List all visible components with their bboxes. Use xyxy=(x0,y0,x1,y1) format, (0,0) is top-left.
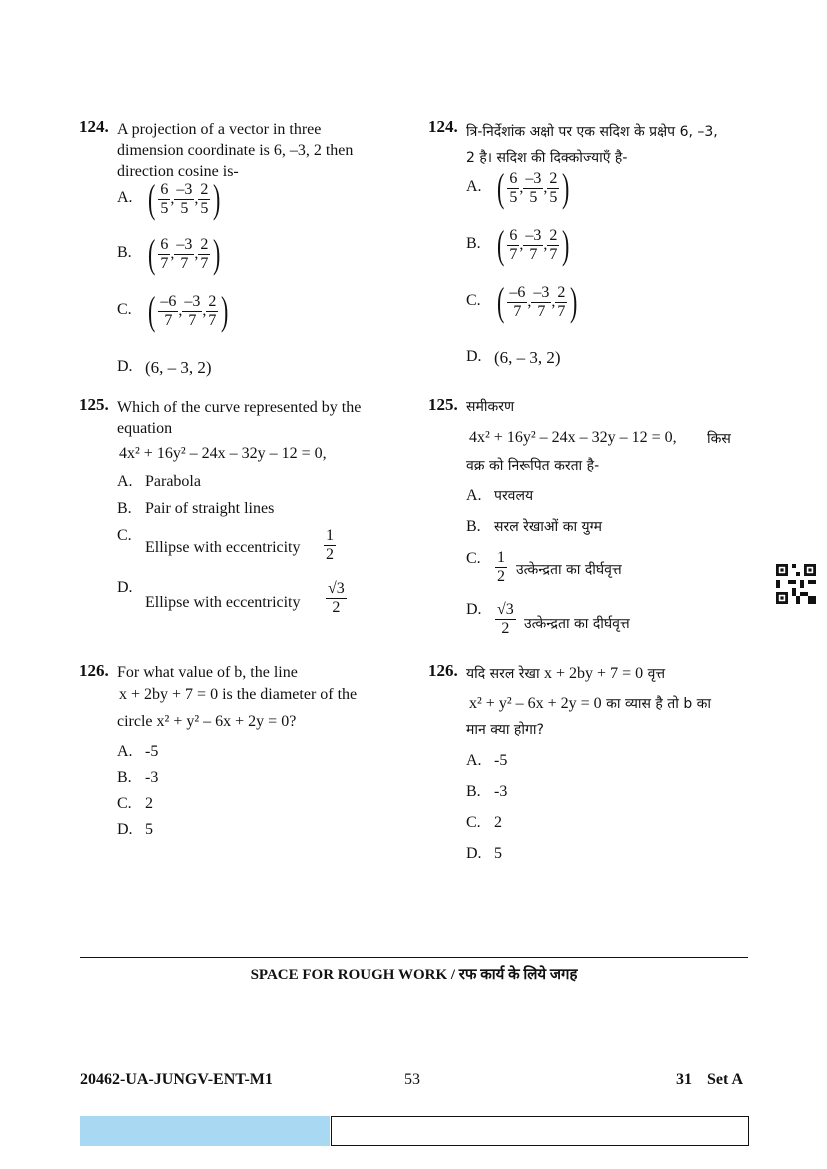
question-number: 126. xyxy=(79,661,109,680)
question-line: त्रि-निर्देशांक अक्षो पर एक सदिश के प्रक्षेप 6, –3, xyxy=(466,124,718,140)
fraction: $\frac{2}{7}$ xyxy=(200,235,209,272)
option-label: B. xyxy=(466,518,481,535)
page-number: 53 xyxy=(404,1071,420,1088)
option-label: C. xyxy=(466,292,481,309)
equation: x + 2by + 7 = 0 xyxy=(119,686,219,703)
fraction: $\frac{2}{7}$ xyxy=(557,283,566,320)
option-label: A. xyxy=(117,473,133,490)
footer-empty-box xyxy=(331,1116,749,1146)
option-value: ( $\frac{6}{5}$ , $\frac{-3}{5}$ , $\frac{2}{5}$ ) xyxy=(496,165,570,210)
fraction: $\frac{-6}{7}$ xyxy=(160,292,177,329)
option-text: -3 xyxy=(145,769,159,786)
question-number: 125. xyxy=(428,395,458,414)
option-label: B. xyxy=(117,244,132,261)
option-label: A. xyxy=(117,189,133,206)
option-label: B. xyxy=(466,235,481,252)
option-label: C. xyxy=(466,814,481,831)
option-text: -3 xyxy=(494,783,508,800)
qr-code-icon xyxy=(776,564,816,604)
option-text: Parabola xyxy=(145,473,201,490)
option-label: D. xyxy=(466,601,482,618)
equation: x² + y² – 6x + 2y = 0 xyxy=(469,695,602,712)
question-text xyxy=(469,693,711,714)
fraction: $\frac{-3}{7}$ xyxy=(525,226,542,263)
option-text: 5 xyxy=(494,845,502,862)
option-value: (6, – 3, 2) xyxy=(145,358,212,377)
option-label: B. xyxy=(117,769,132,786)
question-line: यदि सरल रेखा xyxy=(466,666,540,682)
option-text: 2 xyxy=(145,795,153,812)
option-text: उत्केन्द्रता का दीर्घवृत्त xyxy=(524,616,630,632)
fraction: $\frac{2}{7}$ xyxy=(549,226,558,263)
question-line: direction cosine is- xyxy=(117,163,239,180)
question-line: का व्यास है तो b का xyxy=(606,696,712,712)
fraction: $\frac{-3}{7}$ xyxy=(176,235,193,272)
question-text xyxy=(117,397,361,439)
option-label: C. xyxy=(117,795,132,812)
fraction: $\frac{1}{2}$ xyxy=(326,527,334,563)
question-line: equation xyxy=(117,420,173,437)
option-text: Ellipse with eccentricity xyxy=(145,594,301,611)
fraction: $\frac{2}{5}$ xyxy=(549,169,558,206)
option-label: C. xyxy=(117,527,132,544)
footer-color-box xyxy=(80,1116,330,1146)
question-text: वक्र को निरूपित करता है- xyxy=(466,458,600,474)
option-text: 2 xyxy=(494,814,502,831)
question-line: 2 है। सदिश की दिक्कोज्याएँ है- xyxy=(466,150,628,166)
question-number: 124. xyxy=(428,117,458,136)
equation: 4x² + 16y² – 24x – 32y – 12 = 0, xyxy=(469,429,677,446)
fraction: $\frac{√3}{2}$ xyxy=(328,580,345,616)
question-text: मान क्या होगा? xyxy=(466,722,544,738)
option-text: Pair of straight lines xyxy=(145,500,275,517)
question-text xyxy=(119,684,357,705)
question-number: 126. xyxy=(428,661,458,680)
option-label: D. xyxy=(117,579,133,596)
set-label: Set A xyxy=(707,1071,743,1088)
option-label: A. xyxy=(117,743,133,760)
fraction: $\frac{-3}{7}$ xyxy=(184,292,201,329)
option-label: A. xyxy=(466,487,482,504)
option-label: B. xyxy=(117,500,132,517)
option-text: Ellipse with eccentricity xyxy=(145,539,301,556)
fraction: $\frac{6}{5}$ xyxy=(160,180,169,217)
paper-code: 20462-UA-JUNGV-ENT-M1 xyxy=(80,1071,273,1088)
fraction: $\frac{2}{5}$ xyxy=(200,180,209,217)
fraction: $\frac{2}{7}$ xyxy=(208,292,217,329)
option-label: A. xyxy=(466,752,482,769)
fraction: $\frac{-3}{5}$ xyxy=(176,180,193,217)
question-text xyxy=(466,663,665,684)
divider xyxy=(80,957,748,958)
fraction: $\frac{-6}{7}$ xyxy=(509,283,526,320)
question-number: 124. xyxy=(79,117,109,136)
option-text: उत्केन्द्रता का दीर्घवृत्त xyxy=(516,562,622,578)
rough-work-heading: SPACE FOR ROUGH WORK / रफ कार्य के लिये जगह xyxy=(250,967,578,983)
fraction: $\frac{1}{2}$ xyxy=(497,549,505,585)
question-line: वृत्त xyxy=(647,666,666,682)
option-label: D. xyxy=(466,348,482,365)
equation: x + 2by + 7 = 0 xyxy=(544,665,644,682)
option-text: परवलय xyxy=(494,488,534,504)
question-line: dimension coordinate is 6, –3, 2 then xyxy=(117,142,354,159)
option-text: -5 xyxy=(145,743,159,760)
set-number: 31 xyxy=(676,1071,692,1088)
question-line: is the diameter of the xyxy=(222,686,358,703)
equation: 4x² + 16y² – 24x – 32y – 12 = 0, xyxy=(119,445,327,462)
option-label: A. xyxy=(466,178,482,195)
fraction: $\frac{√3}{2}$ xyxy=(497,601,514,637)
option-value: ( $\frac{6}{5}$ , $\frac{-3}{5}$ , $\frac{2}{5}$ ) xyxy=(147,176,221,221)
question-line: circle xyxy=(117,713,153,730)
fraction: $\frac{-3}{7}$ xyxy=(533,283,550,320)
question-text xyxy=(466,119,718,171)
option-value: (6, – 3, 2) xyxy=(494,348,561,367)
option-text: 5 xyxy=(145,821,153,838)
fraction: $\frac{6}{7}$ xyxy=(509,226,518,263)
question-line: Which of the curve represented by the xyxy=(117,399,362,416)
question-number: 125. xyxy=(79,395,109,414)
equation: x² + y² – 6x + 2y = 0? xyxy=(156,713,297,730)
option-label: B. xyxy=(466,783,481,800)
option-value: ( $\frac{-6}{7}$ , $\frac{-3}{7}$ , $\frac{2}{7}$ ) xyxy=(496,279,578,324)
option-value: ( $\frac{6}{7}$ , $\frac{-3}{7}$ , $\frac{2}{7}$ ) xyxy=(496,222,570,267)
option-text: सरल रेखाओं का युग्म xyxy=(494,519,602,535)
option-label: C. xyxy=(117,301,132,318)
option-label: D. xyxy=(117,358,133,375)
question-text xyxy=(117,119,353,182)
fraction: $\frac{6}{7}$ xyxy=(160,235,169,272)
question-text: For what value of b, the line xyxy=(117,664,298,681)
question-text xyxy=(117,711,296,732)
option-text: -5 xyxy=(494,752,508,769)
option-label: D. xyxy=(117,821,133,838)
question-text: किस xyxy=(707,431,731,447)
option-value: ( $\frac{-6}{7}$ , $\frac{-3}{7}$ , $\frac{2}{7}$ ) xyxy=(147,288,229,333)
option-label: D. xyxy=(466,845,482,862)
question-text: समीकरण xyxy=(466,399,515,415)
fraction: $\frac{6}{5}$ xyxy=(509,169,518,206)
option-label: C. xyxy=(466,550,481,567)
fraction: $\frac{-3}{5}$ xyxy=(525,169,542,206)
option-value: ( $\frac{6}{7}$ , $\frac{-3}{7}$ , $\frac{2}{7}$ ) xyxy=(147,231,221,276)
question-line: A projection of a vector in three xyxy=(117,121,322,138)
